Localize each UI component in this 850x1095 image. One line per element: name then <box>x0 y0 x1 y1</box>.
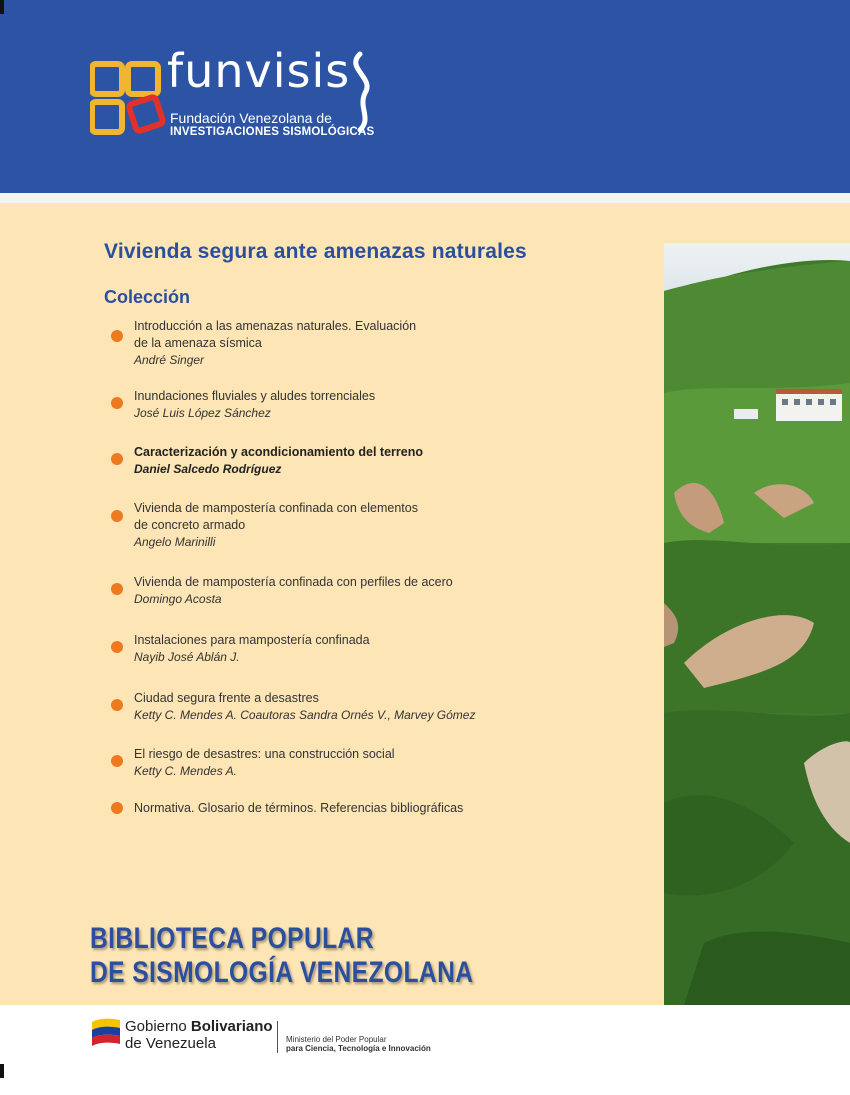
book-item-4 <box>110 500 630 556</box>
ministry-line2: para Ciencia, Tecnología e Innovación <box>286 1044 431 1053</box>
bullet-icon <box>111 510 123 522</box>
crop-mark-top <box>0 0 4 14</box>
bullet-icon <box>111 641 123 653</box>
book-author: Angelo Marinilli <box>134 535 216 549</box>
book-author: Ketty C. Mendes A. Coautoras Sandra Ornés V., Marvey Gómez <box>134 708 476 722</box>
book-title: Caracterización y acondicionamiento del terreno <box>134 445 423 459</box>
book-item-8 <box>110 746 630 788</box>
foundation-subtitle: INVESTIGACIONES SISMOLÓGICAS <box>170 126 375 138</box>
book-item-9 <box>110 800 630 820</box>
book-title: Instalaciones para mampostería confinada <box>134 633 370 647</box>
bullet-icon <box>111 330 123 342</box>
government-bold: Bolivariano <box>190 1018 273 1035</box>
header-divider <box>0 193 850 203</box>
book-item-3 <box>110 444 630 486</box>
book-author: Daniel Salcedo Rodríguez <box>134 462 282 476</box>
book-author: Domingo Acosta <box>134 592 222 606</box>
library-title-line1: BIBLIOTECA POPULAR <box>90 922 374 955</box>
government-line2: de Venezuela <box>125 1035 216 1052</box>
ministry-line1: Ministerio del Poder Popular <box>286 1035 387 1044</box>
hillside-photo <box>664 243 850 1005</box>
book-author: Ketty C. Mendes A. <box>134 764 237 778</box>
book-title: Vivienda de mampostería confinada con elementos de concreto armado <box>134 501 418 532</box>
bullet-icon <box>111 699 123 711</box>
footer-divider <box>277 1021 278 1053</box>
book-item-5 <box>110 574 630 616</box>
bullet-icon <box>111 802 123 814</box>
book-item-7 <box>110 690 630 732</box>
book-author: André Singer <box>134 353 205 367</box>
book-title: Inundaciones fluviales y aludes torrenciales <box>134 389 376 403</box>
foundation-name: Fundación Venezolana de <box>170 110 332 126</box>
book-item-6 <box>110 632 630 674</box>
book-item-1 <box>110 318 630 374</box>
book-author: José Luis López Sánchez <box>134 406 271 420</box>
series-title: Vivienda segura ante amenazas naturales <box>104 240 527 263</box>
library-title-line2: DE SISMOLOGÍA VENEZOLANA <box>90 956 474 989</box>
book-title: El riesgo de desastres: una construcción social <box>134 747 395 761</box>
book-list <box>110 318 630 820</box>
bullet-icon <box>111 453 123 465</box>
hillside-photo-image <box>664 243 850 1005</box>
logo-wordmark: funvisis <box>167 44 351 98</box>
venezuela-flag-icon <box>90 1016 122 1046</box>
book-title: Normativa. Glosario de términos. Referencias bibliográficas <box>134 801 464 815</box>
book-title: Ciudad segura frente a desastres <box>134 691 319 705</box>
book-title: Introducción a las amenazas naturales. Evaluación de la amenaza sísmica <box>134 319 417 350</box>
bullet-icon <box>111 397 123 409</box>
library-title <box>90 922 473 990</box>
bullet-icon <box>111 755 123 767</box>
crop-mark-bottom <box>0 1064 4 1078</box>
government-line1 <box>125 1018 273 1035</box>
collection-heading: Colección <box>104 287 191 307</box>
book-item-2 <box>110 388 630 430</box>
book-title: Vivienda de mampostería confinada con perfiles de acero <box>134 575 453 589</box>
bullet-icon <box>111 583 123 595</box>
book-author: Nayib José Ablán J. <box>134 650 240 664</box>
government-prefix: Gobierno <box>125 1018 191 1035</box>
